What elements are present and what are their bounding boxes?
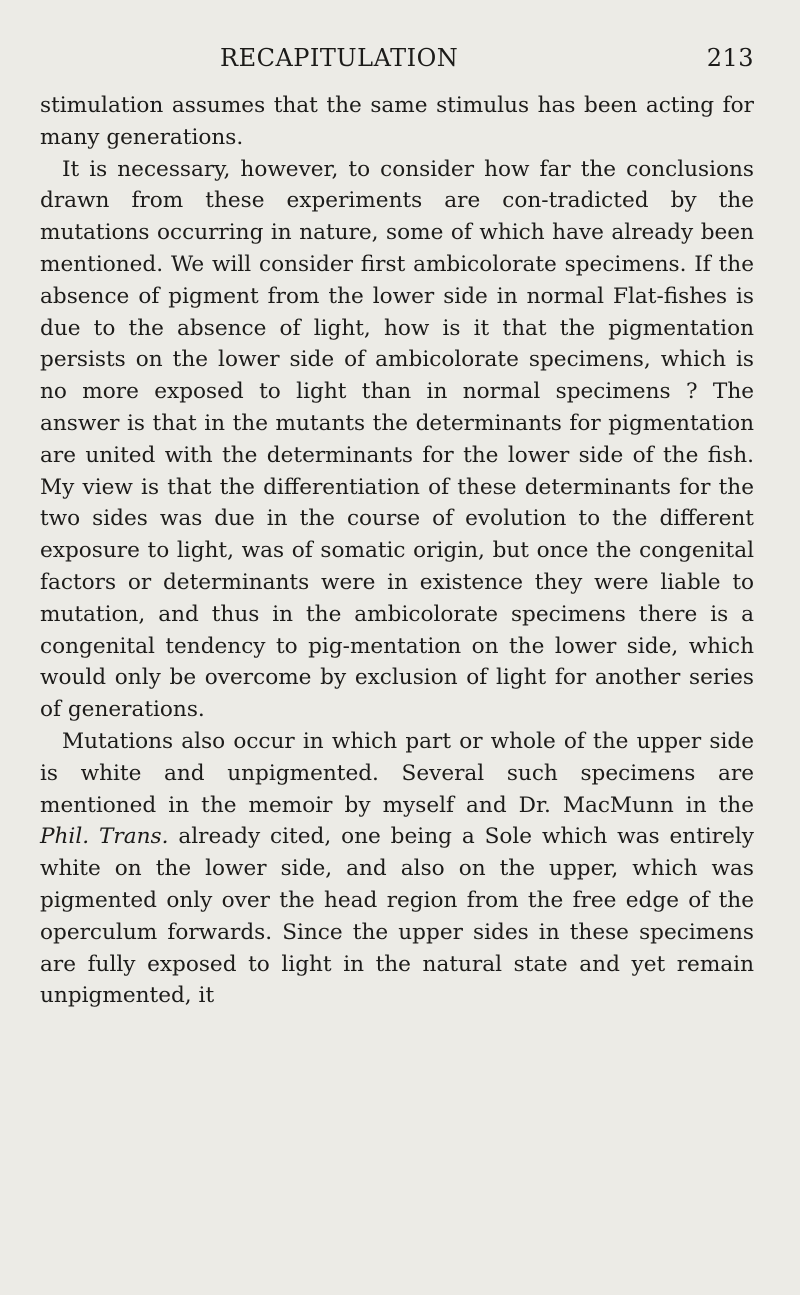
running-head xyxy=(40,30,754,90)
page-number: 213 xyxy=(706,44,754,72)
paragraph-mutations-upper-side xyxy=(40,726,754,1012)
body-text xyxy=(40,90,754,1012)
journal-title-italic: Phil. Trans. xyxy=(40,824,169,850)
paragraph-continued: stimulation assumes that the same stimulus has been acting for many generations. xyxy=(40,93,754,150)
paragraph-mutations-ambicolorate: It is necessary, however, to consider how far the conclusions drawn from these experiments are con-tradicted by the mutations occurring in nature, some of which have already been mentioned. We will consider first ambicolorate specimens. If the absence of pigment from the lower side in normal Flat-fishes is due to the absence of light, how is it that the pigmentation persists on the lower side of ambicolorate specimens, which is no more exposed to light than in normal specimens ? The answer is that in the mutants the determinants for pigmentation are united with the determinants for the lower side of the fish. My view is that the differentiation of these determinants for the two sides was due in the course of evolution to the different exposure to light, was of somatic origin, but once the congenital factors or determinants were in existence they were liable to mutation, and thus in the ambicolorate specimens there is a congenital tendency to pig-mentation on the lower side, which would only be overcome by exclusion of light for another series of generations. xyxy=(40,156,754,723)
paragraph-text-after: already cited, one being a Sole which was entirely white on the lower side, and also on the upper, which was pigmented only over the head region from the free edge of the operculum forwards. Since the upper sides in these specimens are fully exposed to light in the natural state and yet remain unpigmented, it xyxy=(40,824,754,1009)
book-page xyxy=(40,30,754,1012)
paragraph-text-before: Mutations also occur in which part or whole of the upper side is white and unpigmented. Several such specimens are mentioned in the memoir by myself and Dr. MacMunn in the xyxy=(40,728,754,818)
running-title: RECAPITULATION xyxy=(220,44,459,72)
